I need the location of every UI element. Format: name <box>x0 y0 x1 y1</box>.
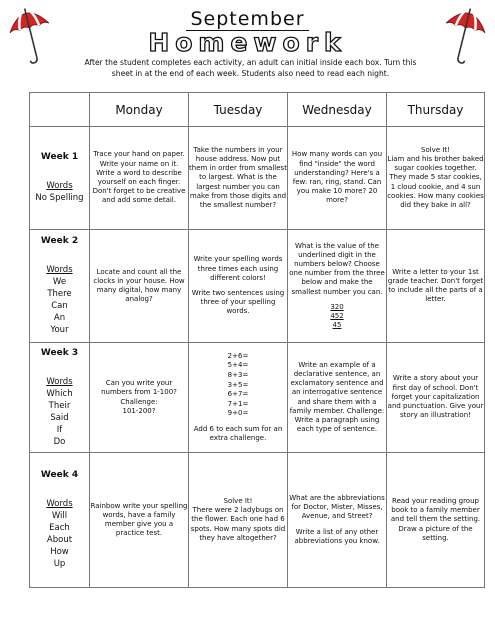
word: Their <box>48 400 71 411</box>
word: An <box>53 313 66 323</box>
activity-cell: Write a letter to your 1st grade teacher. Don't forget to include all the parts of a letter. <box>387 230 485 343</box>
activity-cell: What are the abbreviations for Doctor, Mister, Misses, Avenue, and Street? Write a list of any other abbreviations you know. <box>288 453 387 588</box>
week-cell <box>30 230 90 343</box>
activity-cell: How many words can you find "inside" the word understanding? Here's a few: ran, ring, stand. Can you make 10 more? 20 more? <box>288 127 387 230</box>
activity-cell: Write your spelling words three times each using different colors! Write two sentences using three of your spelling words. <box>189 230 288 343</box>
activity-cell: Write a story about your first day of school. Don't forget your capitalization and punctuation. Give your story an illustration! <box>387 343 485 453</box>
week-cell <box>30 453 90 588</box>
word: Up <box>53 559 66 569</box>
equation: 6+7= <box>227 390 249 399</box>
homework-table <box>29 92 485 588</box>
word: No Spelling <box>35 193 84 203</box>
word: If <box>56 424 63 435</box>
corner-cell <box>30 93 90 127</box>
number: 45 <box>332 321 342 330</box>
week-label: Week 2 <box>40 236 79 246</box>
equation: 2+6= <box>227 351 249 360</box>
equation: 8+3= <box>227 370 249 379</box>
activity-cell: Rainbow write your spelling words, have a family member give you a practice test. <box>90 453 189 588</box>
number: 320 <box>330 302 344 311</box>
week-row <box>30 453 485 588</box>
activity-cell: Can you write your numbers from 1-100? Challenge: 101-200? <box>90 343 189 453</box>
word: We <box>52 277 67 287</box>
activity-cell: Trace your hand on paper. Write your name on it. Write a word to describe yourself on each finger. Don't forget to be creative and add some detail. <box>90 127 189 230</box>
word: Words <box>46 376 73 387</box>
word: Do <box>53 436 66 447</box>
equation: 9+0= <box>227 409 249 418</box>
word: How <box>50 547 69 557</box>
activity-cell: 2+6= 5+4= 8+3= 3+5= 6+7= 7+1= 9+0= Add 6 to each sum for an extra challenge. <box>189 343 288 453</box>
word: Can <box>51 301 68 311</box>
week-row <box>30 230 485 343</box>
activity-cell: Take the numbers in your house address. Now put them in order from smallest to largest. What is the largest number you can make from those digits and the smallest number? <box>189 127 288 230</box>
activity-cell: Locate and count all the clocks in your house. How many digital, how many analog? <box>90 230 189 343</box>
activity-cell: Write an example of a declarative sentence, an exclamatory sentence and an interrogative sentence and share them with a family member. Challenge: Write a paragraph using each type of sentence. <box>288 343 387 453</box>
day-header-thursday: Thursday <box>387 93 485 127</box>
word: Each <box>49 523 70 533</box>
word: There <box>47 289 72 299</box>
instructions: After the student completes each activity, an adult can initial inside each box. Turn this sheet in at the end of each week. Students also need to read each night. <box>84 58 417 78</box>
activity-cell: Solve It! There were 2 ladybugs on the flower. Each one had 6 spots. How many spots did they have altogether? <box>189 453 288 588</box>
word: Which <box>46 388 73 399</box>
activity-cell: What is the value of the underlined digit in the numbers below? Choose one number from the three below and make the smallest number you can. 320 452 45 <box>288 230 387 343</box>
word: Said <box>50 412 69 423</box>
day-header-tuesday: Tuesday <box>189 93 288 127</box>
activity-title: Solve It! <box>421 145 450 154</box>
week-cell <box>30 127 90 230</box>
activity-cell: Read your reading group book to a family member and tell them the setting. Draw a picture of the setting. <box>387 453 485 588</box>
equation: 5+4= <box>227 361 249 370</box>
activity-cell: Solve It! Liam and his brother baked sugar cookies together. They made 5 star cookies, 1 cloud cookie, and 4 sun cookies. How many cookies did they bake in all? <box>387 127 485 230</box>
number: 452 <box>330 312 344 320</box>
week-label: Week 1 <box>40 152 79 162</box>
week-row <box>30 343 485 453</box>
day-header-monday: Monday <box>90 93 189 127</box>
week-row <box>30 127 485 230</box>
word: About <box>46 535 73 545</box>
activity-title: Solve It! <box>223 496 253 505</box>
word: Words <box>46 181 73 191</box>
header-row <box>30 93 485 127</box>
word: Will <box>51 511 68 521</box>
week-cell <box>30 343 90 453</box>
word: Your <box>50 325 69 335</box>
equation: 7+1= <box>227 399 249 408</box>
equation: 3+5= <box>227 380 249 389</box>
day-header-wednesday: Wednesday <box>288 93 387 127</box>
page-title: Homework <box>148 28 347 57</box>
word: Words <box>46 499 73 509</box>
week-label: Week 3 <box>40 347 79 358</box>
month-title: September <box>0 8 495 30</box>
word: Words <box>46 265 73 275</box>
week-label: Week 4 <box>40 470 79 480</box>
